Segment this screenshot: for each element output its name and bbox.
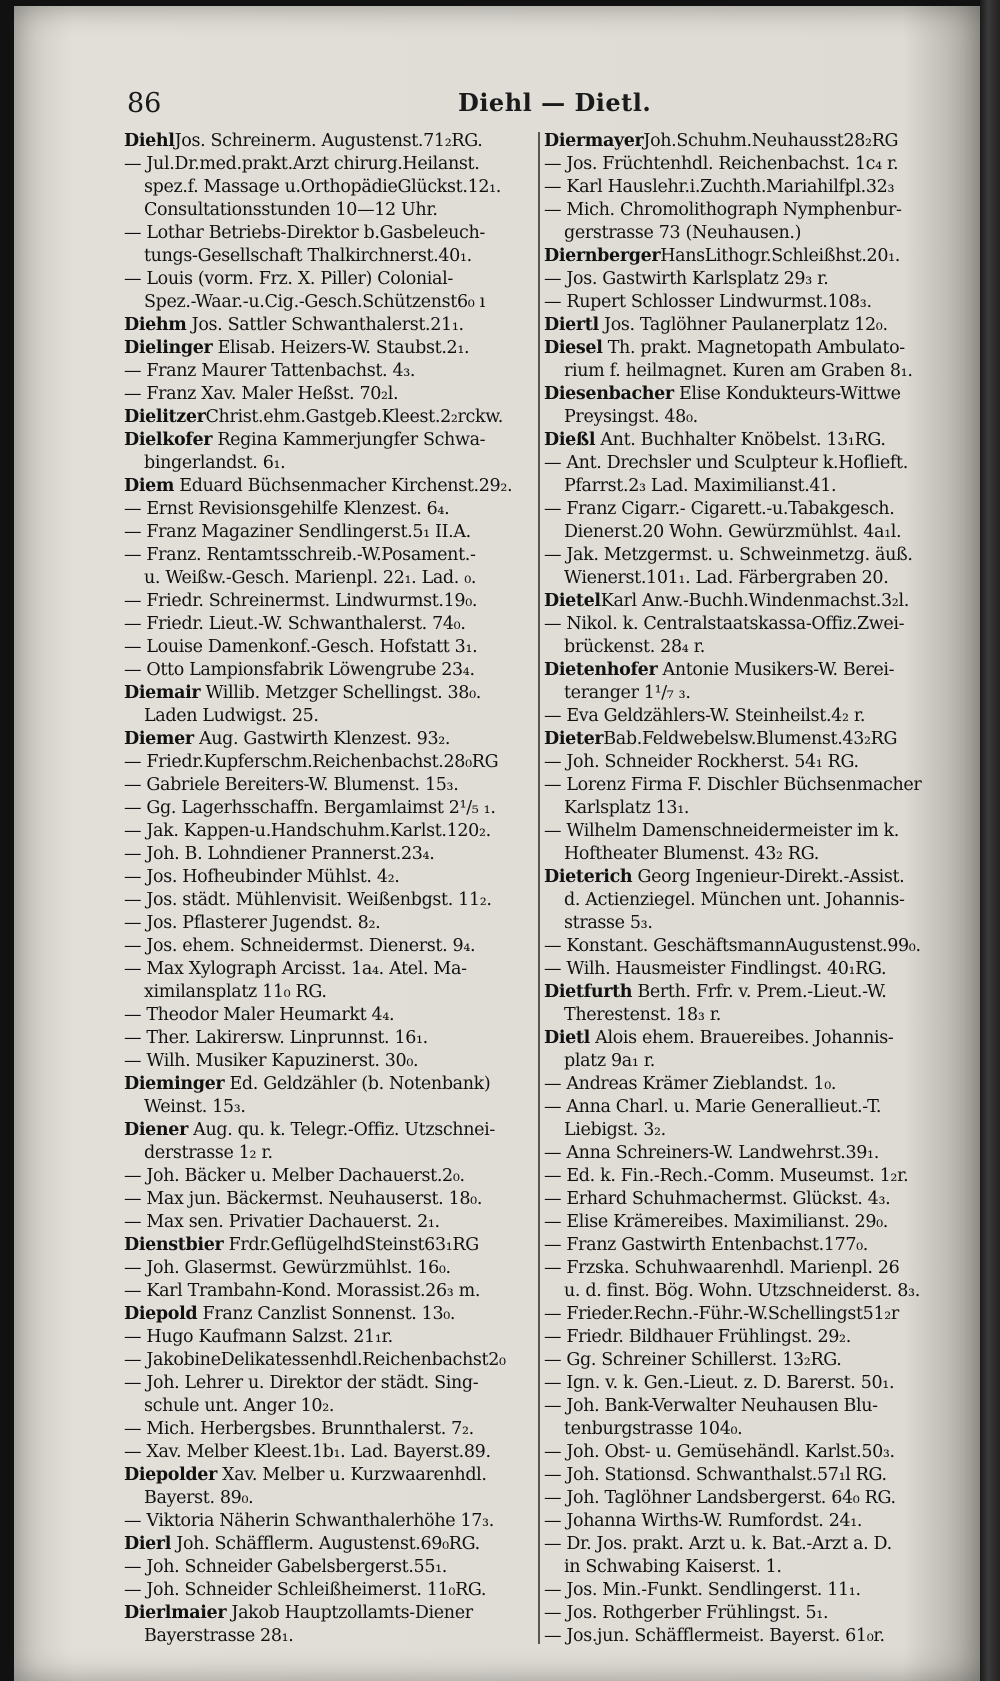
surname-heading: Dietfurth bbox=[544, 982, 633, 1002]
surname-heading: Dierl bbox=[124, 1534, 172, 1554]
entry-text: — Jos. Früchtenhdl. Reichenbachst. 1c₄ r. bbox=[544, 154, 899, 174]
entry-text: — Xav. Melber Kleest.1b₁. Lad. Bayerst.89. bbox=[124, 1442, 491, 1462]
directory-entry bbox=[124, 1027, 529, 1050]
surname-heading: Dietel bbox=[544, 591, 601, 611]
entry-text: — Jul.Dr.med.prakt.Arzt chirurg.Heilanst. bbox=[124, 154, 480, 174]
entry-text: — Franz Magaziner Sendlingerst.5₁ II.A. bbox=[124, 522, 471, 542]
entry-text: — Ernst Revisionsgehilfe Klenzest. 6₄. bbox=[124, 499, 450, 519]
entry-text: — Joh. Glasermst. Gewürzmühlst. 16₀. bbox=[124, 1258, 451, 1278]
directory-entry bbox=[544, 337, 949, 360]
directory-entry bbox=[124, 245, 529, 268]
directory-entry bbox=[124, 337, 529, 360]
directory-entry bbox=[124, 751, 529, 774]
directory-entry bbox=[544, 1556, 949, 1579]
entry-text: Jos. Schreinerm. Augustenst.71₂RG. bbox=[174, 131, 483, 151]
entry-text: — Max sen. Privatier Dachauerst. 2₁. bbox=[124, 1212, 440, 1232]
directory-entry bbox=[544, 797, 949, 820]
entry-text: — Otto Lampionsfabrik Löwengrube 23₄. bbox=[124, 660, 475, 680]
directory-entry bbox=[544, 153, 949, 176]
surname-heading: Diesenbacher bbox=[544, 384, 674, 404]
directory-entry bbox=[124, 981, 529, 1004]
entry-text: — Hugo Kaufmann Salzst. 21₁r. bbox=[124, 1327, 393, 1347]
directory-entry bbox=[124, 659, 529, 682]
column-divider bbox=[538, 132, 540, 1644]
entry-text: Jos. Sattler Schwanthalerst.21₁. bbox=[186, 315, 464, 335]
directory-entry bbox=[544, 889, 949, 912]
directory-entry bbox=[544, 1625, 949, 1648]
directory-entry bbox=[544, 222, 949, 245]
entry-text: Elise Kondukteurs-Wittwe bbox=[673, 384, 901, 404]
entry-text: ximilansplatz 11₀ RG. bbox=[144, 982, 327, 1002]
entry-text: — Nikol. k. Centralstaatskassa-Offiz.Zwei- bbox=[544, 614, 905, 634]
directory-entry bbox=[544, 1464, 949, 1487]
entry-text: — Karl Trambahn-Kond. Morassist.26₃ m. bbox=[124, 1281, 481, 1301]
directory-entry bbox=[124, 452, 529, 475]
directory-entry bbox=[124, 774, 529, 797]
directory-entry bbox=[544, 1073, 949, 1096]
entry-text: — Jos. Rothgerber Frühlingst. 5₁. bbox=[544, 1603, 829, 1623]
surname-heading: Dietenhofer bbox=[544, 660, 658, 680]
directory-entry bbox=[544, 1257, 949, 1280]
entry-text: Bab.Feldwebelsw.Blumenst.43₂RG bbox=[603, 729, 898, 749]
directory-entry bbox=[124, 1372, 529, 1395]
entry-text: teranger 1¹/₇ ₃. bbox=[564, 683, 691, 703]
entry-text: — Lothar Betriebs-Direktor b.Gasbeleuch- bbox=[124, 223, 485, 243]
directory-entry bbox=[544, 1096, 949, 1119]
directory-entry bbox=[544, 1418, 949, 1441]
directory-entry bbox=[124, 1073, 529, 1096]
entry-text: u. d. finst. Bög. Wohn. Utzschneiderst. 8₃. bbox=[564, 1281, 920, 1301]
entry-text: — Franz Maurer Tattenbachst. 4₃. bbox=[124, 361, 416, 381]
entry-text: — Wilh. Musiker Kapuzinerst. 30₀. bbox=[124, 1051, 419, 1071]
directory-entry bbox=[544, 1165, 949, 1188]
surname-heading: Dietl bbox=[544, 1028, 590, 1048]
entry-text: — Jos. Hofheubinder Mühlst. 4₂. bbox=[124, 867, 400, 887]
entry-text: HansLithogr.Schleißhst.20₁. bbox=[660, 246, 900, 266]
entry-text: — Erhard Schuhmachermst. Glückst. 4₃. bbox=[544, 1189, 891, 1209]
directory-entry bbox=[544, 866, 949, 889]
entry-text: Aug. qu. k. Telegr.-Offiz. Utzschnei- bbox=[187, 1120, 495, 1140]
directory-entry bbox=[544, 1211, 949, 1234]
directory-entry bbox=[544, 1441, 949, 1464]
directory-entry bbox=[124, 360, 529, 383]
entry-text: Franz Canzlist Sonnenst. 13₀. bbox=[197, 1304, 456, 1324]
directory-entry bbox=[124, 1602, 529, 1625]
directory-entry bbox=[124, 1395, 529, 1418]
surname-heading: Dieterich bbox=[544, 867, 633, 887]
entry-text: — Joh. B. Lohndiener Prannerst.23₄. bbox=[124, 844, 435, 864]
directory-entry bbox=[544, 843, 949, 866]
entry-text: — Jos. Gastwirth Karlsplatz 29₃ r. bbox=[544, 269, 829, 289]
entry-text: schule unt. Anger 10₂. bbox=[144, 1396, 335, 1416]
entry-text: Willib. Metzger Schellingst. 38₀. bbox=[200, 683, 481, 703]
entry-text: — Joh. Schneider Schleißheimerst. 11₀RG. bbox=[124, 1580, 487, 1600]
entry-text: Wienerst.101₁. Lad. Färbergraben 20. bbox=[564, 568, 889, 588]
directory-entry bbox=[124, 544, 529, 567]
directory-entry bbox=[544, 475, 949, 498]
surname-heading: Diem bbox=[124, 476, 175, 496]
entry-text: — Wilhelm Damenschneidermeister im k. bbox=[544, 821, 900, 841]
directory-entry bbox=[124, 1188, 529, 1211]
directory-entry bbox=[124, 1257, 529, 1280]
directory-entry bbox=[124, 498, 529, 521]
entry-text: Pfarrst.2₃ Lad. Maximilianst.41. bbox=[564, 476, 837, 496]
entry-text: strasse 5₃. bbox=[564, 913, 653, 933]
directory-entry bbox=[124, 866, 529, 889]
directory-entry bbox=[544, 613, 949, 636]
entry-text: — Johanna Wirths-W. Rumfordst. 24₁. bbox=[544, 1511, 863, 1531]
directory-entry bbox=[124, 1579, 529, 1602]
directory-entry bbox=[544, 245, 949, 268]
directory-entry bbox=[124, 406, 529, 429]
entry-text: — Elise Krämereibes. Maximilianst. 29₀. bbox=[544, 1212, 888, 1232]
directory-entry bbox=[544, 1050, 949, 1073]
directory-entry bbox=[124, 1487, 529, 1510]
entry-text: Berth. Frfr. v. Prem.-Lieut.-W. bbox=[632, 982, 887, 1002]
directory-entry bbox=[124, 222, 529, 245]
directory-entry bbox=[124, 521, 529, 544]
surname-heading: Diertl bbox=[544, 315, 599, 335]
entry-text: — Joh. Obst- u. Gemüsehändl. Karlst.50₃. bbox=[544, 1442, 895, 1462]
entry-text: — Frzska. Schuhwaarenhdl. Marienpl. 26 bbox=[544, 1258, 900, 1278]
directory-entry bbox=[544, 130, 949, 153]
entry-text: — Ed. k. Fin.-Rech.-Comm. Museumst. 1₂r. bbox=[544, 1166, 909, 1186]
directory-entry bbox=[544, 981, 949, 1004]
entry-text: — Franz Cigarr.- Cigarett.-u.Tabakgesch. bbox=[544, 499, 895, 519]
entry-text: — Gabriele Bereiters-W. Blumenst. 15₃. bbox=[124, 775, 459, 795]
entry-text: Th. prakt. Magnetopath Ambulato- bbox=[602, 338, 905, 358]
entry-text: bingerlandst. 6₁. bbox=[144, 453, 286, 473]
surname-heading: Dierlmaier bbox=[124, 1603, 227, 1623]
entry-text: Elisab. Heizers-W. Staubst.2₁. bbox=[212, 338, 470, 358]
entry-text: — Andreas Krämer Zieblandst. 1₀. bbox=[544, 1074, 837, 1094]
entry-text: Spez.-Waar.-u.Cig.-Gesch.Schützenst6₀ ı bbox=[144, 292, 485, 312]
entry-text: Eduard Büchsenmacher Kirchenst.29₂. bbox=[174, 476, 513, 496]
directory-entry bbox=[544, 291, 949, 314]
entry-text: Preysingst. 48₀. bbox=[564, 407, 698, 427]
directory-entry bbox=[544, 1234, 949, 1257]
directory-entry bbox=[124, 429, 529, 452]
directory-entry bbox=[124, 1510, 529, 1533]
entry-text: — Joh. Bank-Verwalter Neuhausen Blu- bbox=[544, 1396, 878, 1416]
entry-text: — Jos.jun. Schäfflermeist. Bayerst. 61₀r. bbox=[544, 1626, 885, 1646]
surname-heading: Diesel bbox=[544, 338, 603, 358]
entry-text: — Jos. Pflasterer Jugendst. 8₂. bbox=[124, 913, 381, 933]
directory-entry bbox=[124, 590, 529, 613]
entry-text: Jakob Hauptzollamts-Diener bbox=[226, 1603, 473, 1623]
entry-text: — Lorenz Firma F. Dischler Büchsenmacher bbox=[544, 775, 922, 795]
surname-heading: Diemair bbox=[124, 683, 201, 703]
entry-text: — Franz Xav. Maler Heßst. 70₂l. bbox=[124, 384, 399, 404]
left-column bbox=[124, 130, 529, 1650]
entry-text: Weinst. 15₃. bbox=[144, 1097, 246, 1117]
directory-entry bbox=[544, 1510, 949, 1533]
entry-text: — Friedr. Bildhauer Frühlingst. 29₂. bbox=[544, 1327, 851, 1347]
entry-text: — Max jun. Bäckermst. Neuhauserst. 18₀. bbox=[124, 1189, 483, 1209]
entry-text: Karl Anw.-Buchh.Windenmachst.3₂l. bbox=[600, 591, 909, 611]
directory-entry bbox=[544, 498, 949, 521]
directory-entry bbox=[544, 935, 949, 958]
directory-entry bbox=[544, 1004, 949, 1027]
surname-heading: Dieminger bbox=[124, 1074, 225, 1094]
entry-text: Ed. Geldzähler (b. Notenbank) bbox=[224, 1074, 491, 1094]
entry-text: Laden Ludwigst. 25. bbox=[144, 706, 319, 726]
directory-entry bbox=[544, 544, 949, 567]
directory-entry bbox=[544, 1372, 949, 1395]
entry-text: spez.f. Massage u.OrthopädieGlückst.12₁. bbox=[144, 177, 502, 197]
directory-entry bbox=[544, 820, 949, 843]
directory-entry bbox=[124, 1441, 529, 1464]
directory-entry bbox=[544, 705, 949, 728]
surname-heading: Diermayer bbox=[544, 131, 644, 151]
directory-entry bbox=[124, 314, 529, 337]
entry-text: Hoftheater Blumenst. 43₂ RG. bbox=[564, 844, 819, 864]
page-number: 86 bbox=[127, 88, 162, 119]
directory-entry bbox=[544, 659, 949, 682]
directory-entry bbox=[544, 682, 949, 705]
entry-text: Joh. Schäfflerm. Augustenst.69₀RG. bbox=[171, 1534, 480, 1554]
entry-text: — Jos. ehem. Schneidermst. Dienerst. 9₄. bbox=[124, 936, 476, 956]
surname-heading: Diehm bbox=[124, 315, 187, 335]
entry-text: — Friedr.Kupferschm.Reichenbachst.28₀RG bbox=[124, 752, 499, 772]
directory-entry bbox=[124, 1556, 529, 1579]
directory-entry bbox=[544, 1027, 949, 1050]
entry-text: Aug. Gastwirth Klenzest. 93₂. bbox=[193, 729, 451, 749]
entry-text: Regina Kammerjungfer Schwa- bbox=[212, 430, 486, 450]
surname-heading: Diener bbox=[124, 1120, 188, 1140]
entry-text: — Theodor Maler Heumarkt 4₄. bbox=[124, 1005, 395, 1025]
directory-entry bbox=[544, 751, 949, 774]
entry-text: Frdr.GeflügelhdSteinst63₁RG bbox=[223, 1235, 479, 1255]
directory-entry bbox=[124, 199, 529, 222]
running-title: Diehl — Dietl. bbox=[458, 88, 652, 117]
entry-text: — Dr. Jos. prakt. Arzt u. k. Bat.-Arzt a. D. bbox=[544, 1534, 892, 1554]
entry-text: — Max Xylograph Arcisst. 1a₄. Atel. Ma- bbox=[124, 959, 467, 979]
entry-text: — Anna Schreiners-W. Landwehrst.39₁. bbox=[544, 1143, 879, 1163]
entry-text: Alois ehem. Brauereibes. Johannis- bbox=[589, 1028, 894, 1048]
surname-heading: Dielinger bbox=[124, 338, 213, 358]
entry-text: Jos. Taglöhner Paulanerplatz 12₀. bbox=[598, 315, 888, 335]
directory-entry bbox=[544, 199, 949, 222]
directory-entry bbox=[124, 1165, 529, 1188]
directory-entry bbox=[544, 590, 949, 613]
directory-entry bbox=[544, 1119, 949, 1142]
entry-text: — Joh. Schneider Gabelsbergerst.55₁. bbox=[124, 1557, 448, 1577]
directory-entry bbox=[124, 475, 529, 498]
directory-entry bbox=[124, 176, 529, 199]
entry-text: — Joh. Bäcker u. Melber Dachauerst.2₀. bbox=[124, 1166, 465, 1186]
entry-text: d. Actienziegel. München unt. Johannis- bbox=[564, 890, 905, 910]
directory-entry bbox=[124, 1349, 529, 1372]
entry-text: — Anna Charl. u. Marie Generallieut.-T. bbox=[544, 1097, 882, 1117]
directory-entry bbox=[544, 1395, 949, 1418]
directory-entry bbox=[544, 567, 949, 590]
directory-entry bbox=[544, 521, 949, 544]
directory-entry bbox=[544, 1349, 949, 1372]
directory-entry bbox=[124, 820, 529, 843]
entry-text: — Jak. Kappen-u.Handschuhm.Karlst.120₂. bbox=[124, 821, 491, 841]
directory-entry bbox=[544, 1326, 949, 1349]
entry-text: — Eva Geldzählers-W. Steinheilst.4₂ r. bbox=[544, 706, 866, 726]
directory-entry bbox=[544, 1579, 949, 1602]
directory-entry bbox=[124, 1280, 529, 1303]
entry-text: — Ign. v. k. Gen.-Lieut. z. D. Barerst. 50₁. bbox=[544, 1373, 895, 1393]
directory-entry bbox=[124, 958, 529, 981]
directory-entry bbox=[124, 682, 529, 705]
surname-heading: Diernberger bbox=[544, 246, 661, 266]
directory-entry bbox=[544, 636, 949, 659]
directory-entry bbox=[544, 1602, 949, 1625]
entry-text: Liebigst. 3₂. bbox=[564, 1120, 666, 1140]
entry-text: Bayerst. 89₀. bbox=[144, 1488, 254, 1508]
directory-entry bbox=[124, 567, 529, 590]
directory-entry bbox=[544, 774, 949, 797]
directory-entry bbox=[544, 268, 949, 291]
entry-text: — Joh. Schneider Rockherst. 54₁ RG. bbox=[544, 752, 859, 772]
entry-text: in Schwabing Kaiserst. 1. bbox=[564, 1557, 782, 1577]
entry-text: — Jos. Min.-Funkt. Sendlingerst. 11₁. bbox=[544, 1580, 861, 1600]
directory-entry bbox=[124, 383, 529, 406]
book-edge bbox=[980, 0, 1000, 1681]
directory-entry bbox=[544, 176, 949, 199]
directory-entry bbox=[544, 452, 949, 475]
directory-entry bbox=[124, 1119, 529, 1142]
directory-entry bbox=[124, 1625, 529, 1648]
surname-heading: Diepolder bbox=[124, 1465, 217, 1485]
entry-text: Xav. Melber u. Kurzwaarenhdl. bbox=[216, 1465, 487, 1485]
entry-text: — JakobineDelikatessenhdl.Reichenbachst2₀ bbox=[124, 1350, 506, 1370]
directory-entry bbox=[124, 843, 529, 866]
directory-entry bbox=[124, 1303, 529, 1326]
directory-entry bbox=[544, 1188, 949, 1211]
directory-entry bbox=[544, 728, 949, 751]
directory-entry bbox=[124, 728, 529, 751]
entry-text: — Franz. Rentamtsschreib.-W.Posament.- bbox=[124, 545, 476, 565]
directory-entry bbox=[124, 1418, 529, 1441]
entry-text: — Viktoria Näherin Schwanthalerhöhe 17₃. bbox=[124, 1511, 494, 1531]
entry-text: — Wilh. Hausmeister Findlingst. 40₁RG. bbox=[544, 959, 887, 979]
directory-entry bbox=[124, 1211, 529, 1234]
surname-heading: Dielkofer bbox=[124, 430, 213, 450]
directory-entry bbox=[544, 1533, 949, 1556]
entry-text: — Jos. städt. Mühlenvisit. Weißenbgst. 11₂. bbox=[124, 890, 492, 910]
entry-text: platz 9a₁ r. bbox=[564, 1051, 655, 1071]
entry-text: tenburgstrasse 104₀. bbox=[564, 1419, 743, 1439]
entry-text: Antonie Musikers-W. Berei- bbox=[657, 660, 895, 680]
entry-text: Karlsplatz 13₁. bbox=[564, 798, 690, 818]
entry-text: — Mich. Herbergsbes. Brunnthalerst. 7₂. bbox=[124, 1419, 474, 1439]
directory-entry bbox=[544, 1303, 949, 1326]
entry-text: Consultationsstunden 10—12 Uhr. bbox=[144, 200, 438, 220]
entry-text: — Frieder.Rechn.-Führ.-W.Schellingst51₂r bbox=[544, 1304, 899, 1324]
directory-entry bbox=[124, 613, 529, 636]
right-column bbox=[544, 130, 949, 1650]
surname-heading: Dienstbier bbox=[124, 1235, 224, 1255]
directory-entry bbox=[544, 1487, 949, 1510]
surname-heading: Diemer bbox=[124, 729, 194, 749]
surname-heading: Dießl bbox=[544, 430, 596, 450]
entry-text: brückenst. 28₄ r. bbox=[564, 637, 705, 657]
directory-entry bbox=[124, 636, 529, 659]
directory-entry bbox=[544, 360, 949, 383]
directory-entry bbox=[124, 889, 529, 912]
directory-entry bbox=[124, 130, 529, 153]
directory-entry bbox=[544, 1280, 949, 1303]
directory-entry bbox=[124, 912, 529, 935]
directory-entry bbox=[124, 268, 529, 291]
directory-entry bbox=[124, 935, 529, 958]
page-header bbox=[113, 84, 948, 124]
entry-text: rium f. heilmagnet. Kuren am Graben 8₁. bbox=[564, 361, 913, 381]
entry-text: — Jak. Metzgermst. u. Schweinmetzg. äuß. bbox=[544, 545, 913, 565]
directory-entry bbox=[124, 1234, 529, 1257]
entry-text: — Ant. Drechsler und Sculpteur k.Hoflieft. bbox=[544, 453, 908, 473]
directory-entry bbox=[544, 958, 949, 981]
entry-text: Ant. Buchhalter Knöbelst. 13₁RG. bbox=[595, 430, 886, 450]
directory-entry bbox=[124, 153, 529, 176]
directory-entry bbox=[124, 291, 529, 314]
directory-entry bbox=[544, 314, 949, 337]
entry-text: Therestenst. 18₃ r. bbox=[564, 1005, 722, 1025]
entry-text: tungs-Gesellschaft Thalkirchnerst.40₁. bbox=[144, 246, 472, 266]
entry-text: Dienerst.20 Wohn. Gewürzmühlst. 4a₁l. bbox=[564, 522, 902, 542]
surname-heading: Dieter bbox=[544, 729, 604, 749]
directory-entry bbox=[124, 1464, 529, 1487]
entry-text: — Joh. Lehrer u. Direktor der städt. Sing- bbox=[124, 1373, 479, 1393]
entry-text: — Mich. Chromolithograph Nymphenbur- bbox=[544, 200, 902, 220]
directory-entry bbox=[544, 1142, 949, 1165]
directory-entry bbox=[124, 1004, 529, 1027]
entry-text: — Joh. Stationsd. Schwanthalst.57₁l RG. bbox=[544, 1465, 887, 1485]
entry-text: gerstrasse 73 (Neuhausen.) bbox=[564, 223, 802, 243]
entry-text: Bayerstrasse 28₁. bbox=[144, 1626, 294, 1646]
entry-text: — Konstant. GeschäftsmannAugustenst.99₀. bbox=[544, 936, 921, 956]
surname-heading: Diehl bbox=[124, 131, 175, 151]
directory-entry bbox=[124, 1142, 529, 1165]
entry-text: — Karl Hauslehr.i.Zuchth.Mariahilfpl.32₃ bbox=[544, 177, 895, 197]
entry-text: — Louise Damenkonf.-Gesch. Hofstatt 3₁. bbox=[124, 637, 478, 657]
entry-text: Christ.ehm.Gastgeb.Kleest.2₂rckw. bbox=[205, 407, 504, 427]
entry-text: — Louis (vorm. Frz. X. Piller) Colonial- bbox=[124, 269, 453, 289]
directory-entry bbox=[124, 797, 529, 820]
surname-heading: Dielitzer bbox=[124, 407, 206, 427]
entry-text: — Joh. Taglöhner Landsbergerst. 64₀ RG. bbox=[544, 1488, 896, 1508]
directory-entry bbox=[544, 406, 949, 429]
directory-entry bbox=[544, 912, 949, 935]
entry-text: Georg Ingenieur-Direkt.-Assist. bbox=[632, 867, 905, 887]
entry-text: — Ther. Lakirersw. Linprunnst. 16₁. bbox=[124, 1028, 428, 1048]
entry-text: Joh.Schuhm.Neuhausst28₂RG bbox=[643, 131, 899, 151]
directory-entry bbox=[124, 705, 529, 728]
entry-text: — Gg. Schreiner Schillerst. 13₂RG. bbox=[544, 1350, 842, 1370]
entry-text: — Gg. Lagerhsschaffn. Bergamlaimst 2¹/₅ ₁. bbox=[124, 798, 496, 818]
directory-entry bbox=[544, 383, 949, 406]
directory-entry bbox=[544, 429, 949, 452]
entry-text: — Franz Gastwirth Entenbachst.177₀. bbox=[544, 1235, 869, 1255]
entry-text: — Friedr. Schreinermst. Lindwurmst.19₀. bbox=[124, 591, 478, 611]
entry-text: — Rupert Schlosser Lindwurmst.108₃. bbox=[544, 292, 872, 312]
directory-entry bbox=[124, 1050, 529, 1073]
directory-entry bbox=[124, 1533, 529, 1556]
entry-text: u. Weißw.-Gesch. Marienpl. 22₁. Lad. ₀. bbox=[144, 568, 477, 588]
entry-text: derstrasse 1₂ r. bbox=[144, 1143, 273, 1163]
directory-entry bbox=[124, 1326, 529, 1349]
surname-heading: Diepold bbox=[124, 1304, 198, 1324]
directory-entry bbox=[124, 1096, 529, 1119]
entry-text: — Friedr. Lieut.-W. Schwanthalerst. 74₀. bbox=[124, 614, 466, 634]
